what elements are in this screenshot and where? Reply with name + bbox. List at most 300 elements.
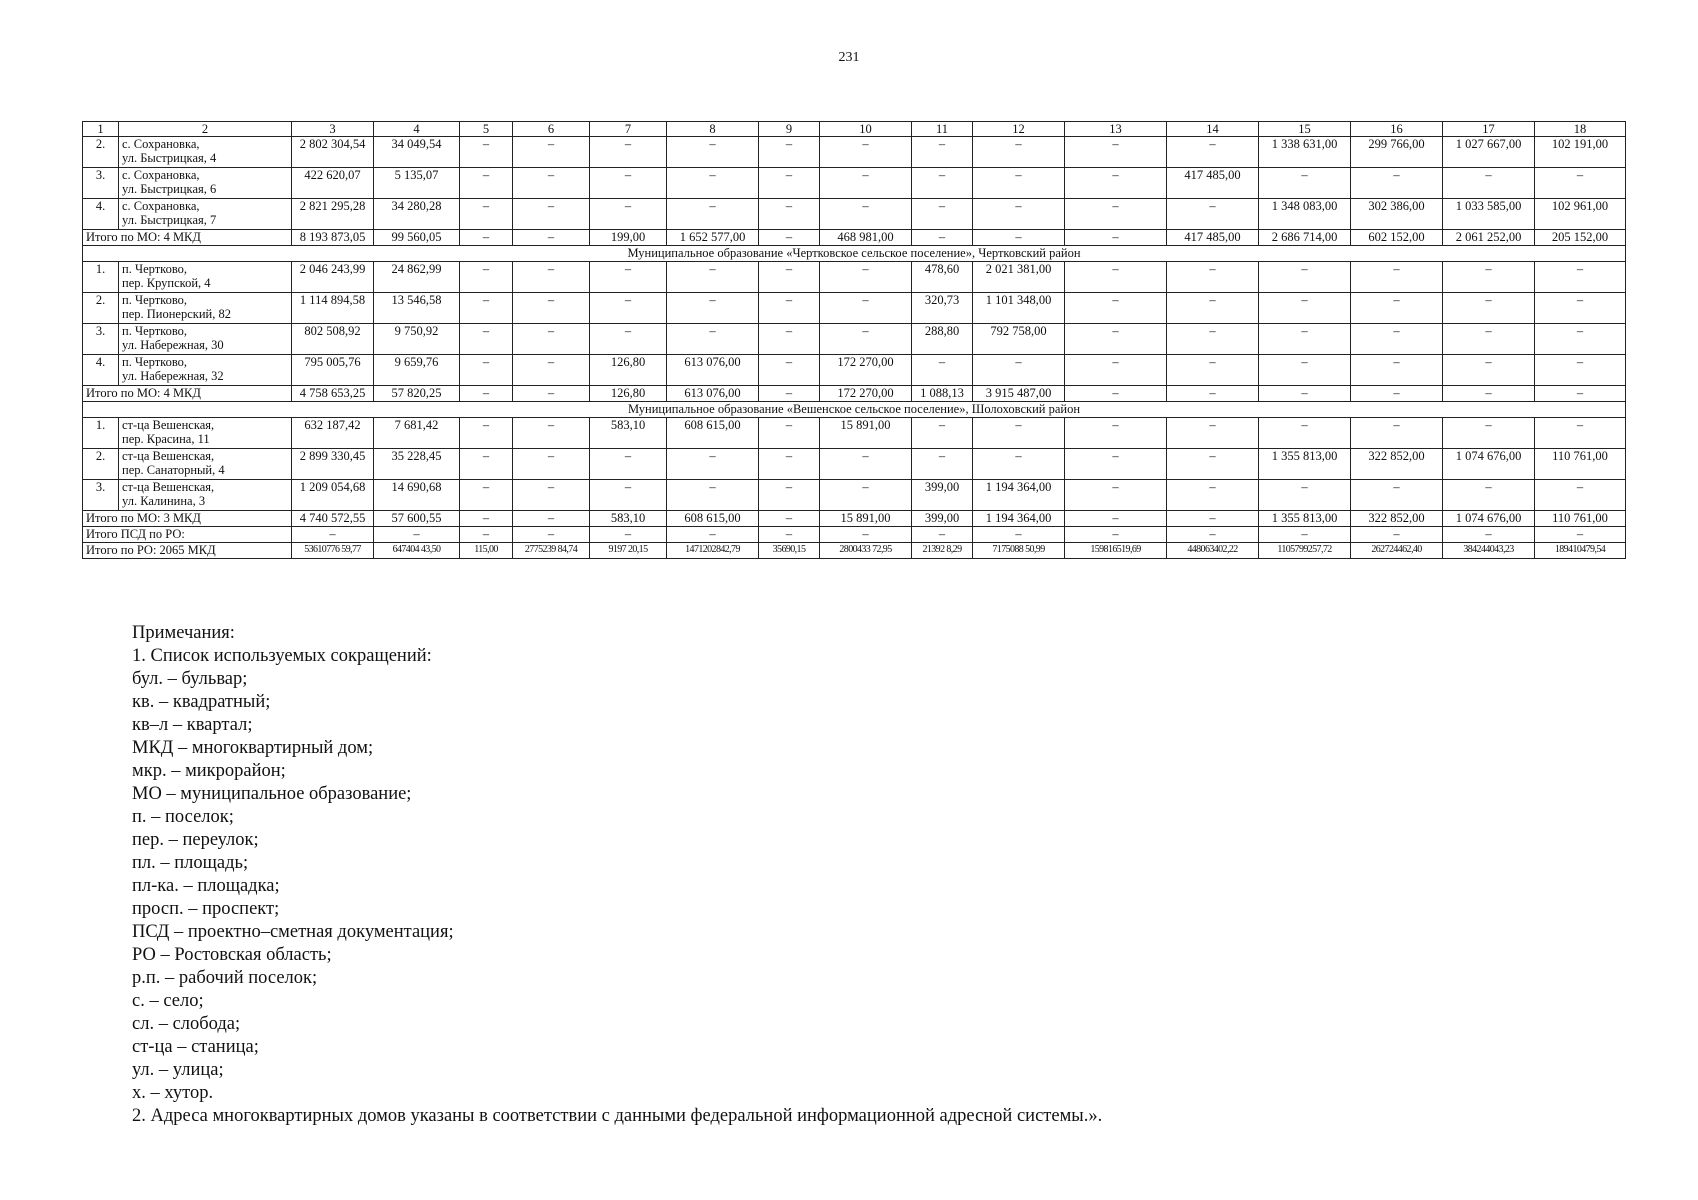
value-cell: 7 681,42 [374,418,460,449]
value-cell: 2 021 381,00 [973,262,1065,293]
value-cell: – [820,324,912,355]
address-line-1: п. Чертково, [122,262,188,276]
address-cell [119,480,292,511]
table-row [83,418,1626,449]
grand-total-value-cell: 159816519,69 [1065,543,1167,559]
value-cell: 1 074 676,00 [1443,449,1535,480]
value-cell: – [513,262,590,293]
grand-total-value-cell: 115,00 [460,543,513,559]
total-value-cell: 1 088,13 [912,386,973,402]
value-cell: – [1351,324,1443,355]
value-cell: – [1259,262,1351,293]
value-cell: – [513,324,590,355]
total-value-cell: 2 061 252,00 [1443,230,1535,246]
value-cell: – [590,449,667,480]
value-cell: – [1259,324,1351,355]
address-line-1: с. Сохрановка, [122,199,200,213]
municipality-total-row [83,230,1626,246]
value-cell: – [1535,293,1626,324]
grand-total-label: Итого по РО: 2065 МКД [83,543,292,559]
address-line-1: п. Чертково, [122,293,188,307]
value-cell: – [1167,293,1259,324]
total-value-cell: 8 193 873,05 [292,230,374,246]
value-cell: – [1351,418,1443,449]
total-value-cell: 99 560,05 [374,230,460,246]
value-cell: 1 101 348,00 [973,293,1065,324]
value-cell: – [667,293,759,324]
address-cell [119,199,292,230]
note-line: ул. – улица; [132,1060,224,1080]
value-cell: 2 802 304,54 [292,137,374,168]
total-value-cell: 1 355 813,00 [1259,511,1351,527]
grand-total-value-cell: 647404 43,50 [374,543,460,559]
psd-total-value-cell: – [973,527,1065,543]
value-cell: – [820,168,912,199]
value-cell: 422 620,07 [292,168,374,199]
address-line-2: пер. Пионерский, 82 [122,307,231,321]
total-value-cell: 199,00 [590,230,667,246]
column-number-cell: 4 [374,122,460,137]
value-cell: – [820,262,912,293]
note-line: 1. Список используемых сокращений: [132,646,432,666]
value-cell: 1 348 083,00 [1259,199,1351,230]
value-cell: – [667,262,759,293]
address-line-1: ст-ца Вешенская, [122,418,215,432]
value-cell: – [1259,418,1351,449]
value-cell: – [1443,480,1535,511]
psd-total-value-cell: – [1443,527,1535,543]
value-cell: – [759,324,820,355]
value-cell: 34 049,54 [374,137,460,168]
total-value-cell: – [1065,511,1167,527]
value-cell: – [759,137,820,168]
value-cell: – [912,199,973,230]
note-line: РО – Ростовская область; [132,945,332,965]
value-cell: 792 758,00 [973,324,1065,355]
value-cell: 795 005,76 [292,355,374,386]
total-value-cell: 4 740 572,55 [292,511,374,527]
value-cell: 5 135,07 [374,168,460,199]
value-cell: 632 187,42 [292,418,374,449]
value-cell: 299 766,00 [1351,137,1443,168]
value-cell: 399,00 [912,480,973,511]
total-value-cell: – [1167,386,1259,402]
value-cell: 2 821 295,28 [292,199,374,230]
grand-total-value-cell: 9197 20,15 [590,543,667,559]
grand-total-value-cell: 189410479,54 [1535,543,1626,559]
total-value-cell: 57 820,25 [374,386,460,402]
value-cell: 1 033 585,00 [1443,199,1535,230]
value-cell: – [1065,262,1167,293]
value-cell: – [1351,480,1443,511]
total-value-cell: – [1351,386,1443,402]
value-cell: 1 027 667,00 [1443,137,1535,168]
notes-block [132,622,1102,1128]
value-cell: – [820,199,912,230]
grand-total-value-cell: 262724462,40 [1351,543,1443,559]
address-cell [119,355,292,386]
column-number-cell: 14 [1167,122,1259,137]
value-cell: – [667,168,759,199]
value-cell: – [912,449,973,480]
value-cell: – [460,137,513,168]
value-cell: – [759,293,820,324]
value-cell: 583,10 [590,418,667,449]
address-cell [119,324,292,355]
table-row [83,137,1626,168]
value-cell: – [1535,168,1626,199]
value-cell: – [460,168,513,199]
value-cell: – [759,449,820,480]
psd-total-value-cell: – [1259,527,1351,543]
psd-total-value-cell: – [912,527,973,543]
value-cell: 1 209 054,68 [292,480,374,511]
total-label: Итого по МО: 3 МКД [83,511,292,527]
value-cell: – [1065,137,1167,168]
address-line-2: ул. Набережная, 30 [122,338,224,352]
column-number-cell: 13 [1065,122,1167,137]
value-cell: – [912,168,973,199]
column-number-cell: 8 [667,122,759,137]
value-cell: – [820,480,912,511]
value-cell: – [1065,199,1167,230]
total-value-cell: 613 076,00 [667,386,759,402]
total-value-cell: – [759,386,820,402]
municipality-heading: Муниципальное образование «Вешенское сельское поселение», Шолоховский район [83,402,1626,418]
value-cell: – [820,449,912,480]
municipality-total-row [83,386,1626,402]
value-cell: – [912,355,973,386]
row-number: 3. [83,324,119,355]
address-cell [119,262,292,293]
value-cell: – [912,418,973,449]
value-cell: – [590,137,667,168]
value-cell: – [1065,449,1167,480]
value-cell: 35 228,45 [374,449,460,480]
row-number: 4. [83,199,119,230]
value-cell: – [759,355,820,386]
row-number: 2. [83,449,119,480]
table-body [83,122,1626,559]
row-number: 2. [83,137,119,168]
value-cell: – [513,355,590,386]
value-cell: 126,80 [590,355,667,386]
psd-total-value-cell: – [292,527,374,543]
value-cell: – [460,262,513,293]
total-value-cell: – [1259,386,1351,402]
total-value-cell: – [1065,230,1167,246]
address-cell [119,137,292,168]
value-cell: – [759,418,820,449]
municipality-heading-row [83,246,1626,262]
value-cell: 102 961,00 [1535,199,1626,230]
grand-total-value-cell: 384244043,23 [1443,543,1535,559]
address-line-2: ул. Быстрицкая, 4 [122,151,217,165]
column-number-cell: 17 [1443,122,1535,137]
column-number-cell: 7 [590,122,667,137]
column-number-cell: 6 [513,122,590,137]
column-number-cell: 1 [83,122,119,137]
value-cell: 1 114 894,58 [292,293,374,324]
value-cell: – [1535,324,1626,355]
total-label: Итого по МО: 4 МКД [83,386,292,402]
value-cell: 14 690,68 [374,480,460,511]
value-cell: – [1351,293,1443,324]
value-cell: 320,73 [912,293,973,324]
value-cell: – [1065,355,1167,386]
psd-total-value-cell: – [1065,527,1167,543]
column-number-cell: 15 [1259,122,1351,137]
total-value-cell: 110 761,00 [1535,511,1626,527]
table-row [83,324,1626,355]
value-cell: – [513,449,590,480]
value-cell: – [460,480,513,511]
value-cell: 172 270,00 [820,355,912,386]
psd-total-value-cell: – [667,527,759,543]
value-cell: – [513,480,590,511]
value-cell: – [1443,355,1535,386]
note-line: ПСД – проектно–сметная документация; [132,922,454,942]
page-number: 231 [838,50,860,65]
row-number: 3. [83,168,119,199]
value-cell: – [973,137,1065,168]
value-cell: – [973,168,1065,199]
row-number: 3. [83,480,119,511]
value-cell: – [1535,418,1626,449]
total-value-cell: – [1167,511,1259,527]
value-cell: – [590,168,667,199]
psd-total-value-cell: – [590,527,667,543]
grand-total-value-cell: 7175088 50,99 [973,543,1065,559]
total-value-cell: 583,10 [590,511,667,527]
note-line: п. – поселок; [132,807,234,827]
value-cell: – [1535,480,1626,511]
value-cell: – [590,199,667,230]
grand-total-value-cell: 35690,15 [759,543,820,559]
value-cell: 802 508,92 [292,324,374,355]
note-line: бул. – бульвар; [132,669,248,689]
total-value-cell: – [513,230,590,246]
value-cell: – [1065,418,1167,449]
value-cell: – [460,449,513,480]
municipality-total-row [83,511,1626,527]
address-line-2: пер. Санаторный, 4 [122,463,225,477]
total-value-cell: 205 152,00 [1535,230,1626,246]
address-line-1: с. Сохрановка, [122,137,200,151]
column-number-cell: 5 [460,122,513,137]
note-line: просп. – проспект; [132,899,280,919]
value-cell: – [1259,355,1351,386]
value-cell: – [513,199,590,230]
note-line: кв–л – квартал; [132,715,253,735]
address-line-2: ул. Быстрицкая, 6 [122,182,217,196]
value-cell: 1 338 631,00 [1259,137,1351,168]
psd-total-value-cell: – [374,527,460,543]
column-number-cell: 18 [1535,122,1626,137]
column-number-cell: 11 [912,122,973,137]
value-cell: – [1065,324,1167,355]
value-cell: – [1535,262,1626,293]
table-row [83,480,1626,511]
address-line-1: с. Сохрановка, [122,168,200,182]
value-cell: – [1065,480,1167,511]
total-value-cell: 399,00 [912,511,973,527]
address-cell [119,168,292,199]
grand-total-value-cell: 1105799257,72 [1259,543,1351,559]
value-cell: 302 386,00 [1351,199,1443,230]
value-cell: 9 750,92 [374,324,460,355]
total-value-cell: 126,80 [590,386,667,402]
value-cell: 1 355 813,00 [1259,449,1351,480]
address-line-1: п. Чертково, [122,355,188,369]
value-cell: – [1259,480,1351,511]
value-cell: – [513,418,590,449]
value-cell: – [1351,168,1443,199]
row-number: 1. [83,418,119,449]
value-cell: – [759,480,820,511]
total-value-cell: 1 074 676,00 [1443,511,1535,527]
note-line: 2. Адреса многоквартирных домов указаны в соответствии с данными федеральной информационной адресной системы.». [132,1106,1103,1126]
column-number-cell: 12 [973,122,1065,137]
psd-total-value-cell: – [1535,527,1626,543]
total-value-cell: – [912,230,973,246]
value-cell: – [912,137,973,168]
column-number-cell: 2 [119,122,292,137]
note-line: мкр. – микрорайон; [132,761,286,781]
total-value-cell: 15 891,00 [820,511,912,527]
value-cell: – [1443,324,1535,355]
value-cell: – [1443,262,1535,293]
value-cell: – [820,137,912,168]
value-cell: – [1065,293,1167,324]
table-row [83,199,1626,230]
value-cell: – [820,293,912,324]
grand-total-value-cell: 448063402,22 [1167,543,1259,559]
value-cell: 110 761,00 [1535,449,1626,480]
note-line: р.п. – рабочий поселок; [132,968,318,988]
address-cell [119,418,292,449]
value-cell: 608 615,00 [667,418,759,449]
total-value-cell: – [460,386,513,402]
value-cell: – [1443,418,1535,449]
psd-total-value-cell: – [513,527,590,543]
psd-total-value-cell: – [1167,527,1259,543]
total-value-cell: 172 270,00 [820,386,912,402]
value-cell: – [590,293,667,324]
value-cell: 322 852,00 [1351,449,1443,480]
value-cell: 34 280,28 [374,199,460,230]
row-number: 2. [83,293,119,324]
total-value-cell: 468 981,00 [820,230,912,246]
note-line: пл. – площадь; [132,853,249,873]
address-line-1: п. Чертково, [122,324,188,338]
value-cell: – [973,449,1065,480]
address-line-2: ул. Набережная, 32 [122,369,224,383]
psd-total-value-cell: – [460,527,513,543]
address-line-2: пер. Красина, 11 [122,432,210,446]
value-cell: 13 546,58 [374,293,460,324]
value-cell: – [590,324,667,355]
grand-total-row [83,543,1626,559]
value-cell: – [759,168,820,199]
value-cell: – [759,262,820,293]
value-cell: – [590,262,667,293]
value-cell: – [460,418,513,449]
value-cell: 9 659,76 [374,355,460,386]
total-value-cell: 57 600,55 [374,511,460,527]
grand-total-value-cell: 53610776 59,77 [292,543,374,559]
value-cell: – [513,168,590,199]
value-cell: – [667,199,759,230]
total-value-cell: 3 915 487,00 [973,386,1065,402]
value-cell: 2 046 243,99 [292,262,374,293]
value-cell: – [973,418,1065,449]
total-value-cell: 1 652 577,00 [667,230,759,246]
total-value-cell: 417 485,00 [1167,230,1259,246]
total-value-cell: – [1535,386,1626,402]
total-value-cell: 2 686 714,00 [1259,230,1351,246]
value-cell: 24 862,99 [374,262,460,293]
total-value-cell: – [1443,386,1535,402]
value-cell: 288,80 [912,324,973,355]
housing-repair-table [82,121,1626,559]
note-line: Примечания: [132,623,235,643]
row-number: 1. [83,262,119,293]
total-value-cell: – [513,386,590,402]
note-line: сл. – слобода; [132,1014,241,1034]
value-cell: – [590,480,667,511]
column-number-cell: 3 [292,122,374,137]
address-line-1: ст-ца Вешенская, [122,480,215,494]
total-value-cell: 602 152,00 [1351,230,1443,246]
column-number-cell: 10 [820,122,912,137]
value-cell: – [667,137,759,168]
grand-total-value-cell: 21392 8,29 [912,543,973,559]
value-cell: – [1351,355,1443,386]
row-number: 4. [83,355,119,386]
column-number-row [83,122,1626,137]
value-cell: – [667,324,759,355]
value-cell: – [1167,137,1259,168]
value-cell: – [1259,168,1351,199]
value-cell: 2 899 330,45 [292,449,374,480]
municipality-heading-row [83,402,1626,418]
value-cell: – [1167,324,1259,355]
value-cell: – [513,293,590,324]
total-value-cell: 4 758 653,25 [292,386,374,402]
psd-total-label: Итого ПСД по РО: [83,527,292,543]
value-cell: – [1167,449,1259,480]
value-cell: – [1167,355,1259,386]
value-cell: – [1167,418,1259,449]
table-row [83,262,1626,293]
value-cell: – [1167,262,1259,293]
total-label: Итого по МО: 4 МКД [83,230,292,246]
value-cell: – [1535,355,1626,386]
column-number-cell: 9 [759,122,820,137]
address-line-2: пер. Крупской, 4 [122,276,211,290]
grand-total-value-cell: 1471202842,79 [667,543,759,559]
address-line-1: ст-ца Вешенская, [122,449,215,463]
note-line: х. – хутор. [132,1083,214,1103]
total-value-cell: – [1065,386,1167,402]
value-cell: – [460,293,513,324]
total-value-cell: – [460,230,513,246]
total-value-cell: 608 615,00 [667,511,759,527]
psd-total-row [83,527,1626,543]
value-cell: – [1443,168,1535,199]
total-value-cell: – [759,230,820,246]
